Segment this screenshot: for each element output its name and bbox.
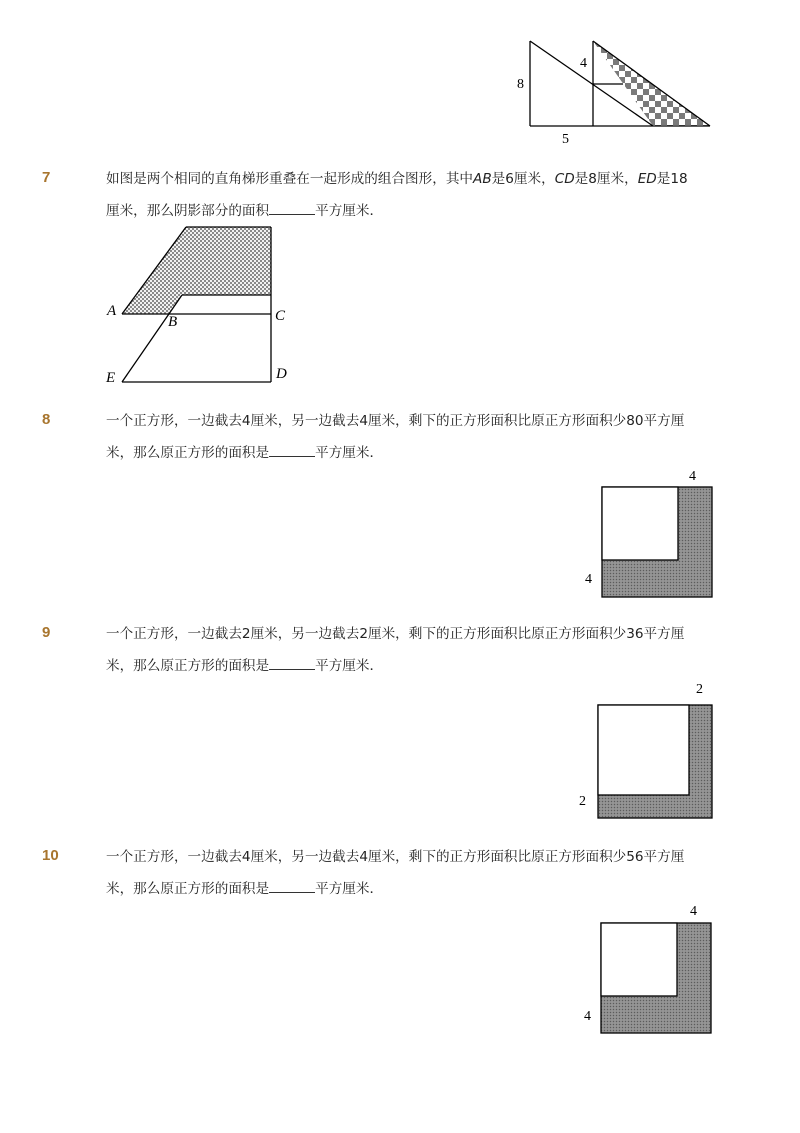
square-figure-8: [580, 462, 720, 602]
question-text-10: 一个正方形，一边截去4厘米，另一边截去4厘米，剩下的正方形面积比原正方形面积少56平方厘 米，那么原正方形的面积是 平方厘米．: [106, 849, 685, 897]
answer-blank[interactable]: [269, 655, 315, 670]
label-8: 8: [517, 77, 524, 92]
label-C: C: [275, 308, 286, 324]
square-figure-9: [575, 678, 720, 823]
label-5: 5: [562, 132, 569, 145]
question-number-10: 10: [42, 847, 59, 864]
label-B: B: [168, 314, 178, 330]
question-text-8: 一个正方形，一边截去4厘米，另一边截去4厘米，剩下的正方形面积比原正方形面积少80平方厘 米，那么原正方形的面积是 平方厘米．: [106, 413, 685, 461]
question-number-7: 7: [42, 169, 51, 186]
label-left: 4: [584, 1009, 591, 1024]
label-4: 4: [580, 56, 587, 71]
question-text-9: 一个正方形，一边截去2厘米，另一边截去2厘米，剩下的正方形面积比原正方形面积少36平方厘 米，那么原正方形的面积是 平方厘米．: [106, 626, 685, 674]
trapezoid-figure: [100, 220, 300, 392]
label-left: 4: [585, 572, 592, 587]
question-number-8: 8: [42, 411, 51, 428]
label-E: E: [106, 370, 116, 386]
question-number-9: 9: [42, 624, 51, 641]
answer-blank[interactable]: [269, 200, 315, 215]
label-A: A: [107, 303, 117, 319]
label-left: 2: [579, 794, 586, 809]
label-top: 2: [696, 682, 703, 697]
label-D: D: [276, 366, 287, 382]
answer-blank[interactable]: [269, 442, 315, 457]
triangle-figure: [505, 35, 720, 145]
label-top: 4: [690, 904, 697, 919]
square-figure-10: [580, 898, 720, 1038]
answer-blank[interactable]: [269, 878, 315, 893]
label-top: 4: [689, 469, 696, 484]
question-text-7: 如图是两个相同的直角梯形重叠在一起形成的组合图形，其中AB是6厘米，CD是8厘米，ED是18 厘米，那么阴影部分的面积 平方厘米．: [106, 171, 688, 219]
